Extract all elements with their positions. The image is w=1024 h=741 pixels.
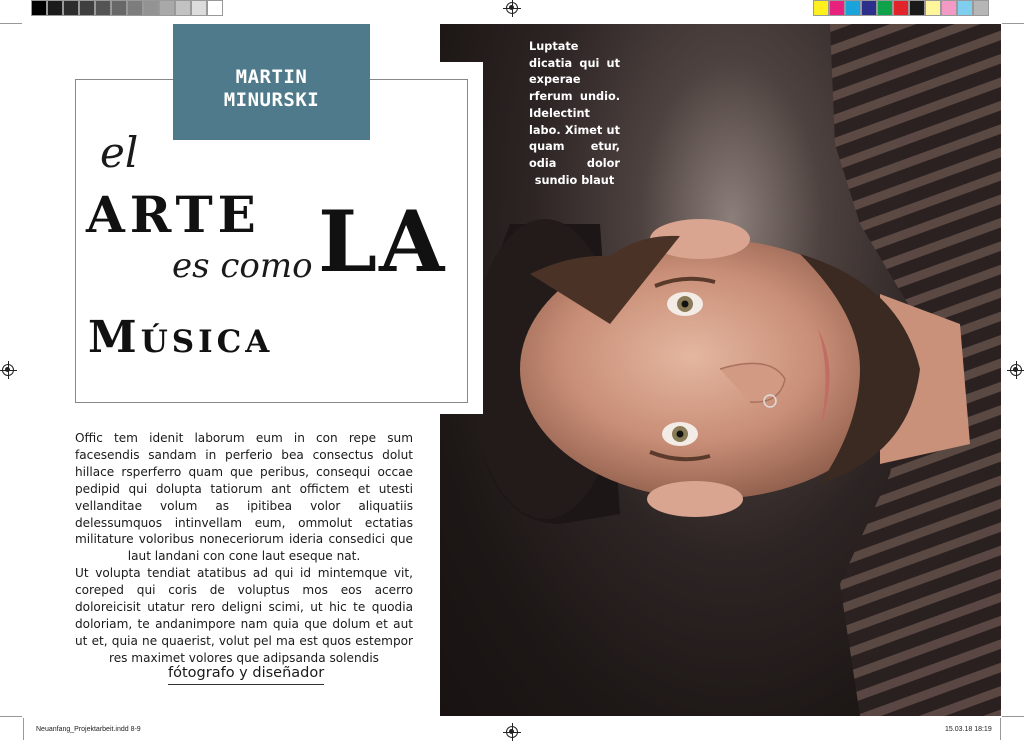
title-word-la: LA [318, 192, 447, 291]
author-name [173, 24, 370, 112]
gray-calibration-bar [31, 0, 223, 17]
crop-mark [1000, 718, 1001, 740]
gray-swatch [191, 0, 207, 16]
gray-swatch [95, 0, 111, 16]
portrait-illustration [440, 24, 1001, 716]
registration-mark-top [506, 2, 518, 14]
title-word-arte: ARTE [86, 185, 261, 244]
gray-swatch [175, 0, 191, 16]
name-underline [239, 147, 307, 148]
gray-swatch [111, 0, 127, 16]
title-word-el: el [100, 128, 139, 177]
color-swatch [973, 0, 989, 16]
crop-mark [0, 23, 22, 24]
gray-swatch [207, 0, 223, 16]
author-last-name: MINURSKI [223, 89, 320, 111]
photo-overlay-text: Luptate dicatia qui ut experae rferum undio. Idelectint labo. Ximet ut quam etur, odia dolor sundio blaut [529, 40, 620, 187]
registration-mark-bottom [506, 726, 518, 738]
title-word-es-como: es como [172, 246, 313, 286]
author-first-name: MARTIN [235, 66, 308, 88]
gray-swatch [143, 0, 159, 16]
slug-filename: Neuanfang_Projektarbeit.indd 8-9 [36, 726, 141, 733]
color-swatch [893, 0, 909, 16]
color-swatch [925, 0, 941, 16]
crop-mark [23, 718, 24, 740]
color-calibration-bar [813, 0, 989, 17]
title-word-musica: Música [88, 312, 274, 363]
slug-timestamp: 15.03.18 18:19 [945, 726, 992, 733]
color-swatch [845, 0, 861, 16]
color-swatch [829, 0, 845, 16]
registration-mark-right [1010, 364, 1022, 376]
color-swatch [877, 0, 893, 16]
gray-swatch [63, 0, 79, 16]
article-body [75, 430, 413, 667]
gray-swatch [47, 0, 63, 16]
gray-swatch [127, 0, 143, 16]
article-paragraph-2: Ut volupta tendiat atatibus ad qui id mintemque vit, coreped qui coris de voluptus mos eos acerro doloreicisit utatur rero deligni scimi, ut hic te quodia doloriam, te andanimpore nam quia que dolum et aut ut et, quia ne quaerist, volut pel ma est quos estempor res maximet volores que adipsanda solendis [75, 566, 413, 665]
caption-subtitle: fótografo y diseñador [168, 665, 324, 685]
registration-mark-left [2, 364, 14, 376]
crop-mark [1002, 23, 1024, 24]
gray-swatch [159, 0, 175, 16]
color-swatch [909, 0, 925, 16]
color-swatch [861, 0, 877, 16]
crop-mark [1002, 716, 1024, 717]
color-swatch [941, 0, 957, 16]
gray-swatch [79, 0, 95, 16]
portrait-photo [440, 24, 1001, 716]
color-swatch [957, 0, 973, 16]
article-paragraph-1: Offic tem idenit laborum eum in con repe sum facesendis sandam in perferio bea consectus dolut hillace rsperferro quam que peribus, consequi occae pedipid qui dolupta tatiorum ant offictem et utesti vellanditae volum as ipitibea volor aliquatiis delessumquos intinvellam eum, ommolut ectatias militature voloribus noneceriorum ideria consedici que laut landani con cone laut eseque nat. [75, 431, 413, 564]
color-swatch [813, 0, 829, 16]
gray-swatch [31, 0, 47, 16]
crop-mark [0, 716, 22, 717]
author-name-box [173, 24, 370, 140]
